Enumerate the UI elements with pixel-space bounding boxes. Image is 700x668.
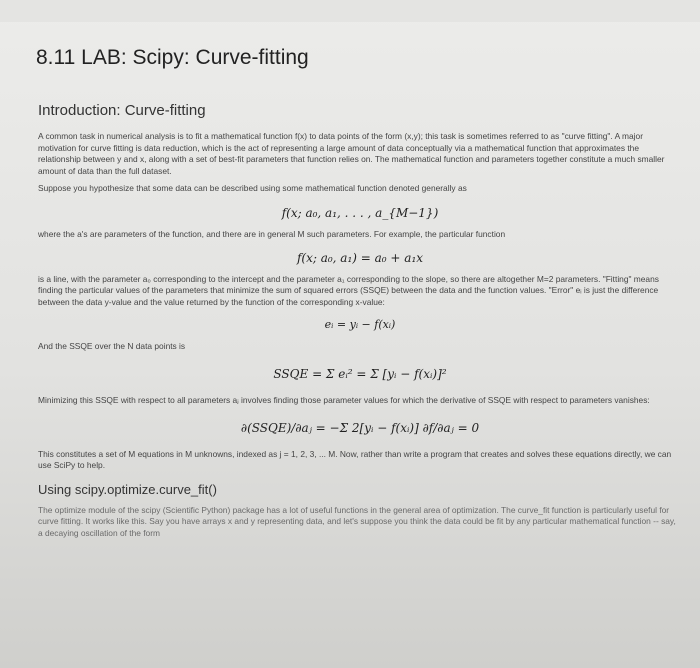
paragraph-intro: A common task in numerical analysis is to fit a mathematical function f(x) to data points of the form (x,y); this task is sometimes referred to as "curve fitting". A major motivation for curve fitting is data reduction, which is the act of representing a large amount of data conceptually via a mathematical function that approximates the relationship between y and x, along with a set of best-fit parameters that function relies on. The mathematical function and parameters together constitute a much smaller amount of data than the full dataset. bbox=[38, 131, 665, 176]
equation-error: eᵢ = yᵢ − f(xᵢ) bbox=[324, 318, 396, 332]
equation-general-function: f(x; a₀, a₁, . . . , a_{M−1}) bbox=[281, 205, 439, 220]
paragraph-parameters: where the a's are parameters of the function, and there are in general M such parameters. For example, the particular function bbox=[38, 228, 506, 239]
paragraph-line: is a line, with the parameter a₀ corresponding to the intercept and the parameter a₁ corresponding to the slope, so there are altogether M=2 parameters. "Fitting" means finding the particular values of the parameters that minimize the sum of squared errors (SSQE) between the data and the function values. "Error" eᵢ is just the difference between the data y-value and the value returned by the function of the corresponding x-value: bbox=[38, 273, 659, 307]
page-title: 8.11 LAB: Scipy: Curve-fitting bbox=[36, 46, 309, 69]
paragraph-minimizing: Minimizing this SSQE with respect to all parameters aⱼ involves finding those parameter values for which the derivative of SSQE with respect to parameters vanishes: bbox=[38, 394, 650, 405]
intro-heading: Introduction: Curve-fitting bbox=[38, 102, 206, 119]
equation-ssqe: SSQE = Σ eᵢ² = Σ [yᵢ − f(xᵢ)]² bbox=[273, 366, 447, 381]
equation-derivative: ∂(SSQE)/∂aⱼ = −Σ 2[yᵢ − f(xᵢ)] ∂f/∂aⱼ = 0 bbox=[240, 420, 480, 435]
curve-fit-heading: Using scipy.optimize.curve_fit() bbox=[38, 481, 217, 497]
equation-line: f(x; a₀, a₁) = a₀ + a₁x bbox=[296, 250, 424, 265]
lab-content bbox=[38, 102, 682, 540]
paragraph-ssqe: And the SSQE over the N data points is bbox=[38, 341, 186, 352]
paragraph-constitutes: This constitutes a set of M equations in M unknowns, indexed as j = 1, 2, 3, ... M. Now, rather than write a program that creates and solves these equations directly, we can use SciPy to help. bbox=[38, 448, 672, 471]
top-band bbox=[0, 0, 700, 22]
paragraph-suppose: Suppose you hypothesize that some data can be described using some mathematical function denoted generally as bbox=[38, 183, 467, 194]
paragraph-curve-fit: The optimize module of the scipy (Scientific Python) package has a lot of useful functions in the general area of optimization. The curve_fit function is particularly useful for curve fitting. It works like this. Say you have arrays x and y representing data, and let's suppose you think the data could be fit by any particular mathematical function -- say, a decaying oscillation of the form bbox=[38, 504, 676, 538]
